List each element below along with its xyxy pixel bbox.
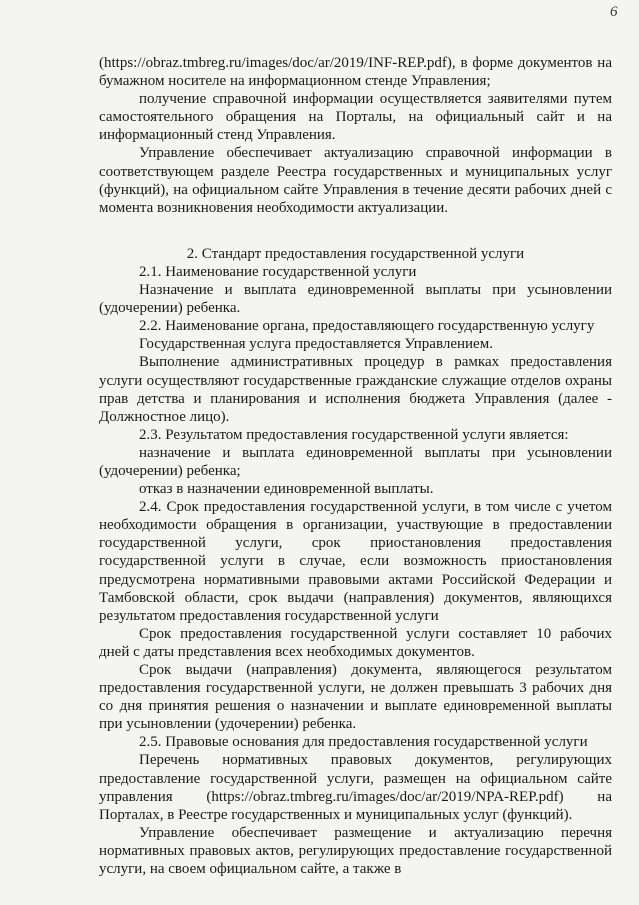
heading-2-1: 2.1. Наименование государственной услуги xyxy=(139,263,417,280)
heading-2-2: 2.2. Наименование органа, предоставляющего государственную услугу xyxy=(139,318,595,335)
paragraph-2-4-issue: Срок выдачи (направления) документа, являющегося результатом предоставления государственной услуги, не должен превышать 3 рабочих дня со дня принятия решения о назначении и выплате единовременной выплаты при усыновлении (удочерении) ребенка. xyxy=(99,662,612,733)
section-title: 2. Стандарт предоставления государственной услуги xyxy=(186,245,525,262)
heading-2-5: 2.5. Правовые основания для предоставления государственной услуги xyxy=(139,734,588,751)
paragraph-reference-info: получение справочной информации осуществляется заявителями путем самостоятельного обращения на Порталы, на официальный сайт и на информационный стенд Управления. xyxy=(99,91,612,144)
paragraph-2-2-procedures: Выполнение административных процедур в рамках предоставления услуги осуществляют государственные гражданские служащие отделов охраны прав детства и планирования и исполнения бюджета Управления (далее - Должностное лицо). xyxy=(99,354,612,425)
paragraph-2-3-refusal: отказ в назначении единовременной выплаты. xyxy=(139,481,434,498)
paragraph-2-2: Государственная услуга предоставляется Управлением. xyxy=(139,336,493,353)
paragraph-actualization: Управление обеспечивает актуализацию справочной информации в соответствующем разделе Реестра государственных и муниципальных услуг (функций), на официальном сайте Управления в течение десяти рабочих дней с момента возникновения необходимости актуализации. xyxy=(99,145,612,216)
paragraph-info-stand: (https://obraz.tmbreg.ru/images/doc/ar/2019/INF-REP.pdf), в форме документов на бумажном носителе на информационном стенде Управления; xyxy=(99,55,612,90)
page-number: 6 xyxy=(610,4,618,20)
heading-2-3: 2.3. Результатом предоставления государственной услуги является: xyxy=(139,426,569,443)
spacer xyxy=(99,217,612,235)
paragraph-2-5-list: Перечень нормативных правовых документов, регулирующих предоставление государственной услуги, размещен на официальном сайте управления (https://obraz.tmbreg.ru/images/doc/ar/2019/NPA-REP.pdf) на Порталах, в Реестре государственных и муниципальных услуг (функций). xyxy=(99,752,612,823)
paragraph-2-3-grant: назначение и выплата единовременной выплаты при усыновлении (удочерении) ребенка; xyxy=(99,444,612,479)
heading-2-4: 2.4. Срок предоставления государственной услуги, в том числе с учетом необходимости обращения в организации, участвующие в предоставлении государственной услуги, срок приостановления предоставления государственной услуги в случае, если возможность приостановления предусмотрена нормативными правовыми актами Российской Федерации и Тамбовской области, срок выдачи (направления) документов, являющихся результатом предоставления государственной услуги xyxy=(99,499,612,624)
paragraph-2-5-update: Управление обеспечивает размещение и актуализацию перечня нормативных правовых актов, регулирующих предоставление государственной услуги, на своем официальном сайте, а также в xyxy=(99,824,612,878)
document-body xyxy=(99,54,612,878)
paragraph-2-4-term: Срок предоставления государственной услуги составляет 10 рабочих дней с даты представления всех необходимых документов. xyxy=(99,625,612,660)
paragraph-2-1: Назначение и выплата единовременной выплаты при усыновлении (удочерении) ребенка. xyxy=(99,282,612,317)
